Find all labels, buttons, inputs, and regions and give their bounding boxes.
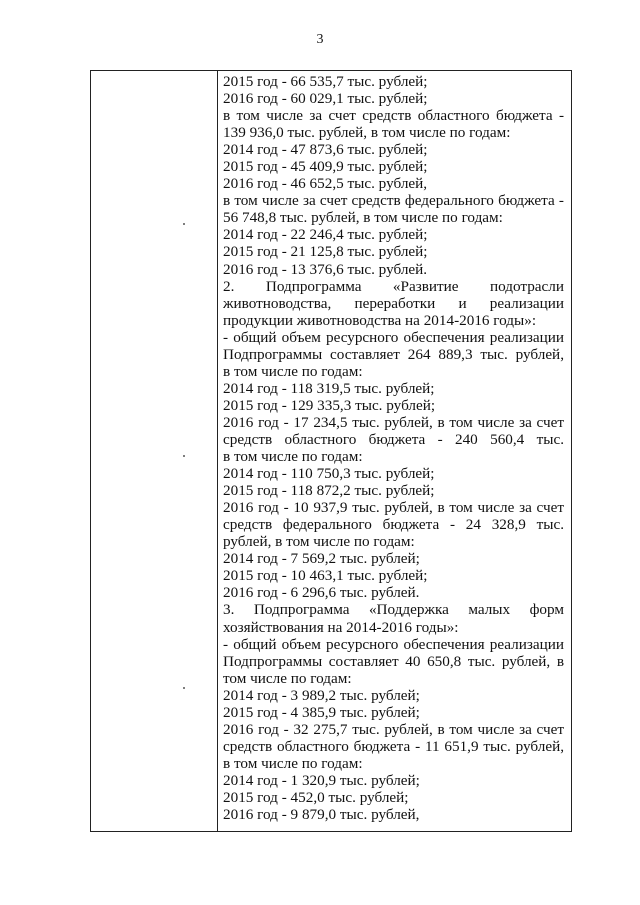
text-line: 2015 год - 118 872,2 тыс. рублей; (223, 482, 435, 500)
scan-speck (183, 455, 185, 457)
text-line: 3. Подпрограмма «Поддержка малых форм (223, 601, 564, 619)
text-line: 2016 год - 10 937,9 тыс. рублей, в том числе за счет (223, 499, 564, 517)
text-line: 2016 год - 60 029,1 тыс. рублей; (223, 90, 428, 108)
text-line: 2015 год - 10 463,1 тыс. рублей; (223, 567, 428, 585)
text-line: 2016 год - 9 879,0 тыс. рублей, (223, 806, 420, 824)
text-line: 2014 год - 47 873,6 тыс. рублей; (223, 141, 428, 159)
text-line: 2014 год - 3 989,2 тыс. рублей; (223, 686, 420, 704)
text-line: 2014 год - 22 246,4 тыс. рублей; (223, 226, 428, 244)
table-cell-content (223, 73, 564, 823)
text-line: Подпрограммы составляет 40 650,8 тыс. рублей, в (223, 652, 564, 670)
text-line: 2014 год - 118 319,5 тыс. рублей; (223, 379, 435, 397)
text-line: 2015 год - 4 385,9 тыс. рублей; (223, 703, 420, 721)
text-line: 2016 год - 6 296,6 тыс. рублей. (223, 584, 420, 602)
text-line: в том числе по годам: (223, 362, 363, 380)
text-line: Подпрограммы составляет 264 889,3 тыс. рублей, (223, 345, 564, 363)
text-line: 2015 год - 129 335,3 тыс. рублей; (223, 396, 436, 414)
text-line: 139 936,0 тыс. рублей, в том числе по годам: (223, 124, 511, 142)
text-line: хозяйствования на 2014-2016 годы»: (223, 618, 459, 636)
text-line: средств федерального бюджета - 24 328,9 тыс. (223, 516, 564, 534)
text-line: продукции животноводства на 2014-2016 годы»: (223, 311, 537, 329)
scan-speck (183, 687, 185, 689)
text-line: рублей, в том числе по годам: (223, 533, 415, 551)
text-line: 2014 год - 7 569,2 тыс. рублей; (223, 550, 420, 568)
text-line: 2016 год - 46 652,5 тыс. рублей, (223, 175, 428, 193)
text-line: - общий объем ресурсного обеспечения реализации (223, 328, 564, 346)
text-line: средств областного бюджета - 240 560,4 тыс. (223, 430, 564, 448)
column-divider (217, 71, 218, 831)
text-line: 2015 год - 452,0 тыс. рублей; (223, 788, 409, 806)
text-line: - общий объем ресурсного обеспечения реализации (223, 635, 564, 653)
text-line: 2014 год - 1 320,9 тыс. рублей; (223, 771, 420, 789)
text-line: 56 748,8 тыс. рублей, в том числе по годам: (223, 209, 503, 227)
text-line: том числе по годам: (223, 669, 352, 687)
text-line: 2015 год - 45 409,9 тыс. рублей; (223, 158, 428, 176)
scan-speck (183, 223, 185, 225)
text-line: в том числе по годам: (223, 754, 363, 772)
document-table (90, 70, 572, 832)
page-number: 3 (316, 32, 324, 47)
text-line: 2015 год - 21 125,8 тыс. рублей; (223, 243, 428, 261)
text-line: 2. Подпрограмма «Развитие подотрасли (223, 277, 564, 295)
text-line: 2016 год - 32 275,7 тыс. рублей, в том числе за счет (223, 720, 564, 738)
text-line: в том числе за счет средств областного бюджета - (223, 107, 564, 125)
text-line: 2014 год - 110 750,3 тыс. рублей; (223, 465, 435, 483)
text-line: в том числе за счет средств федерального бюджета - (223, 192, 564, 210)
text-line: 2016 год - 17 234,5 тыс. рублей, в том числе за счет (223, 413, 564, 431)
text-line: 2016 год - 13 376,6 тыс. рублей. (223, 260, 428, 278)
text-line: 2015 год - 66 535,7 тыс. рублей; (223, 73, 428, 90)
text-line: средств областного бюджета - 11 651,9 тыс. рублей, (223, 737, 564, 755)
text-line: в том числе по годам: (223, 448, 363, 466)
text-line: животноводства, переработки и реализации (223, 294, 564, 312)
